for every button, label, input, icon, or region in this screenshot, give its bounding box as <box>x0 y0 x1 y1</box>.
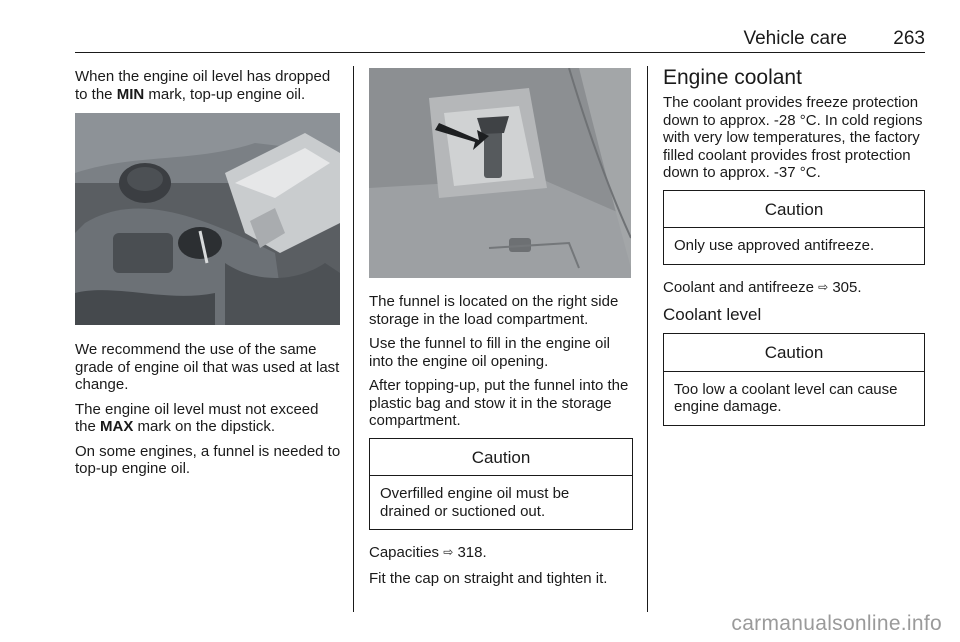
page-ref-icon: ⇨ <box>443 545 454 559</box>
page-number: 263 <box>893 28 925 49</box>
left-column <box>75 68 343 485</box>
intro-paragraph: When the engine oil level has dropped to the MIN mark, top-up engine oil. <box>75 68 331 103</box>
caution-box <box>663 190 925 265</box>
caution-text: Too low a coolant level can cause engine damage. <box>674 380 898 415</box>
caution-box <box>369 438 633 531</box>
caution-title: Caution <box>370 439 632 477</box>
caution-text: Overfilled engine oil must be drained or suctioned out. <box>380 485 570 520</box>
watermark: carmanualsonline.info <box>731 612 942 635</box>
min-mark: MIN <box>116 85 145 103</box>
engine-oil-fill-photo <box>75 113 340 325</box>
recommend-paragraph: We recommend the use of the same grade of engine oil that was used at last change. <box>75 341 340 393</box>
subsection-title: Coolant level <box>663 305 762 324</box>
max-mark: MAX <box>100 418 134 435</box>
funnel-storage-illustration <box>369 68 631 278</box>
cap-paragraph: Fit the cap on straight and tighten it. <box>369 569 608 587</box>
column-divider <box>647 66 648 612</box>
antifreeze-page-link[interactable]: 305. <box>832 278 862 296</box>
caution-title: Caution <box>664 334 924 372</box>
capacities-reference: Capacities ⇨ 318. <box>369 544 487 561</box>
antifreeze-reference: Coolant and antifreeze ⇨ 305. <box>663 278 862 296</box>
coolant-paragraph: The coolant provides freeze protection down to approx. -28 °C. In cold regions with very low temperatures, the factory filled coolant provides frost protection down to approx. -37 °C. <box>663 94 923 181</box>
located-paragraph: The funnel is located on the right side storage in the load compartment. <box>369 293 619 328</box>
header-title: Vehicle care <box>743 28 847 49</box>
column-divider <box>353 66 354 612</box>
caution-title: Caution <box>664 191 924 229</box>
page-ref-icon: ⇨ <box>818 279 829 294</box>
use-funnel-paragraph: Use the funnel to fill in the engine oil into the engine oil opening. <box>369 335 610 370</box>
page-header <box>75 28 925 53</box>
max-paragraph: The engine oil level must not exceed the MAX mark on the dipstick. <box>75 400 319 435</box>
funnel-paragraph: On some engines, a funnel is needed to top-up engine oil. <box>75 442 341 477</box>
section-title: Engine coolant <box>663 66 802 89</box>
caution-box <box>663 333 925 426</box>
caution-text: Only use approved antifreeze. <box>674 237 875 254</box>
capacities-page-link[interactable]: 318. <box>457 544 487 561</box>
after-paragraph: After topping-up, put the funnel into the plastic bag and stow it in the storage compartment. <box>369 377 629 429</box>
middle-column <box>369 68 633 594</box>
right-column <box>663 66 925 440</box>
